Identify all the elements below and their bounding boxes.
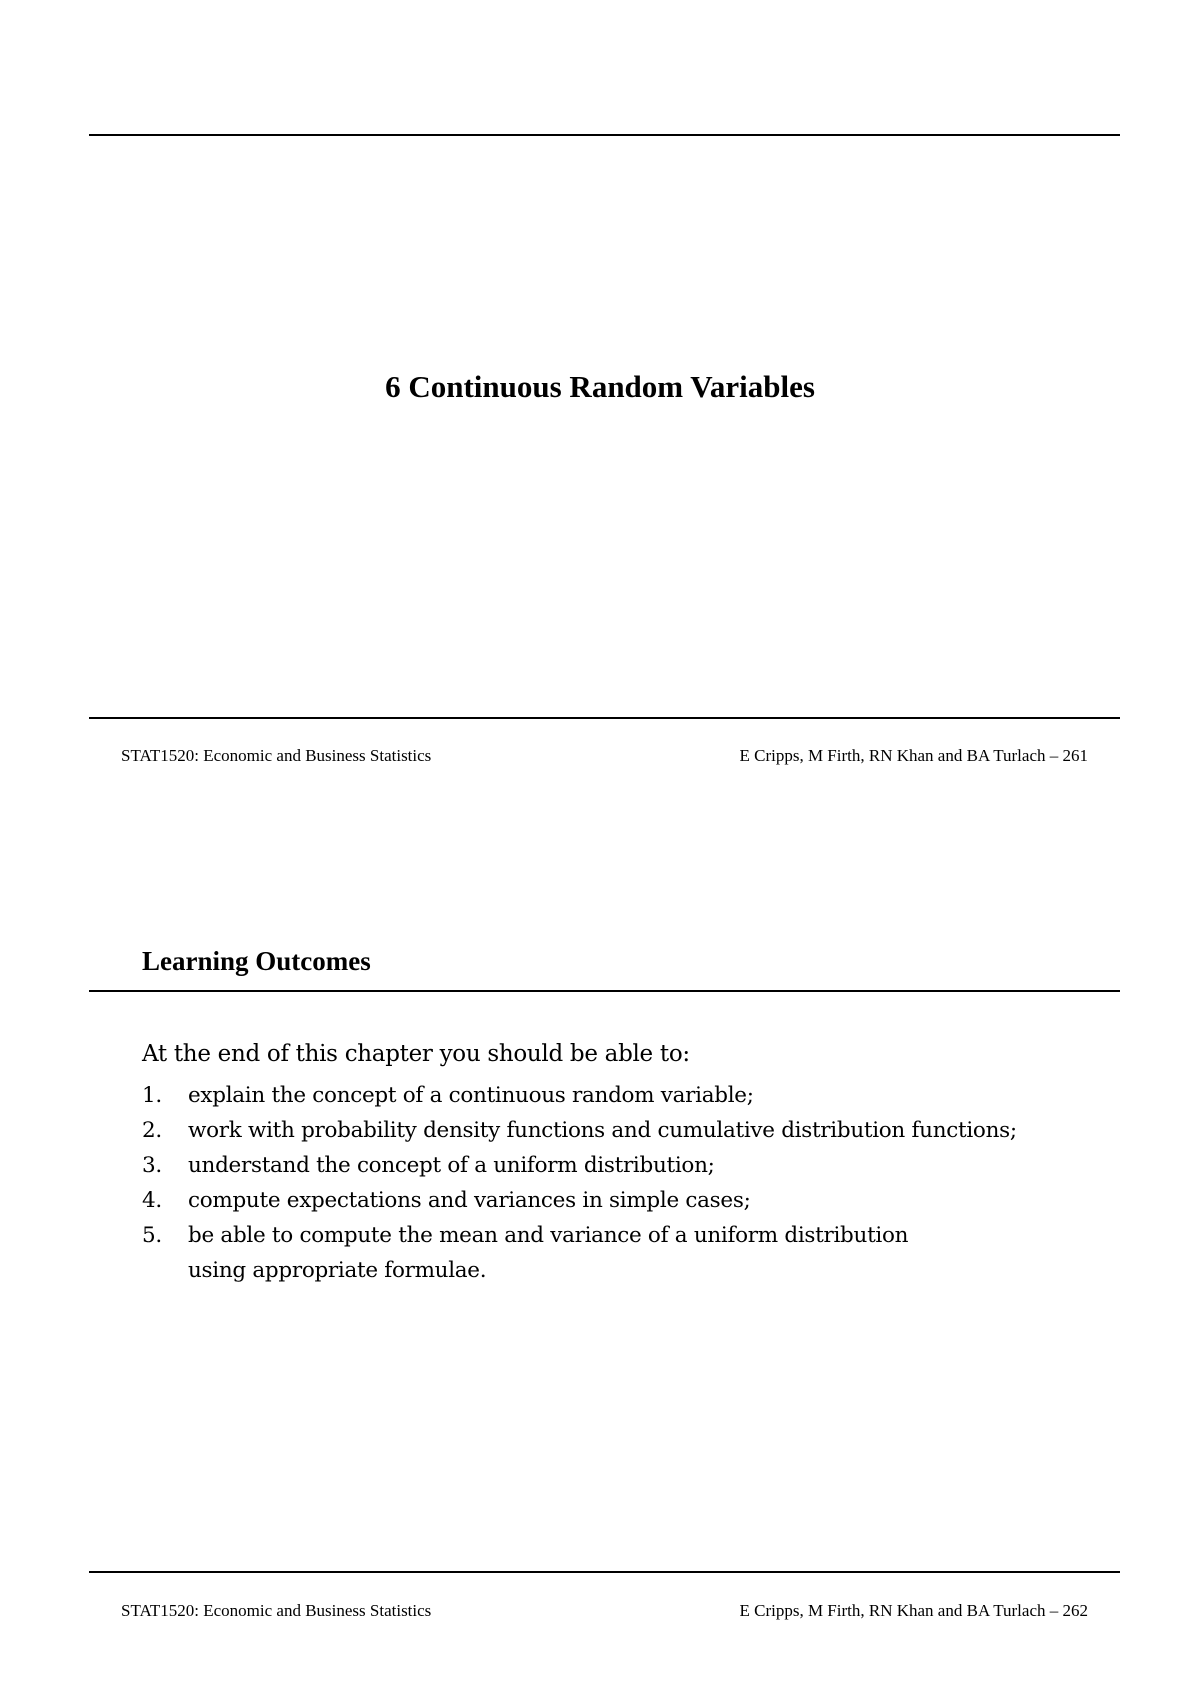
list-item-text: be able to compute the mean and variance of a uniform distribution using appropriate formulae. <box>188 1223 909 1283</box>
list-item <box>142 1078 1042 1113</box>
list-item-number: 2. <box>142 1118 162 1143</box>
slide2-footer-rule <box>89 1571 1120 1573</box>
list-item <box>142 1148 1042 1183</box>
list-item-text: work with probability density functions and cumulative distribution functions; <box>188 1118 1017 1143</box>
list-item <box>142 1183 1042 1218</box>
list-item-number: 5. <box>142 1223 162 1248</box>
list-item <box>142 1113 1042 1148</box>
list-item-number: 3. <box>142 1153 162 1178</box>
list-item-number: 4. <box>142 1188 162 1213</box>
list-item-number: 1. <box>142 1083 162 1108</box>
list-item-text: compute expectations and variances in simple cases; <box>188 1188 751 1213</box>
list-item <box>142 1218 1042 1288</box>
slide1-footer-authors-page: E Cripps, M Firth, RN Khan and BA Turlach – 261 <box>739 746 1088 765</box>
outcomes-intro: At the end of this chapter you should be able to: <box>142 1041 690 1067</box>
slide1-footer-rule <box>89 717 1120 719</box>
slide2-heading-rule <box>89 990 1120 992</box>
slide-heading: Learning Outcomes <box>142 946 371 976</box>
slide2-footer-authors-page: E Cripps, M Firth, RN Khan and BA Turlach – 262 <box>739 1601 1088 1620</box>
list-item-text: explain the concept of a continuous random variable; <box>188 1083 754 1108</box>
list-item-text: understand the concept of a uniform distribution; <box>188 1153 715 1178</box>
learning-outcomes-list <box>142 1078 1042 1288</box>
slide1-top-rule <box>89 134 1120 136</box>
slide2-footer-course: STAT1520: Economic and Business Statistics <box>121 1601 432 1620</box>
slide-title: 6 Continuous Random Variables <box>385 369 815 404</box>
slide1-footer-course: STAT1520: Economic and Business Statistics <box>121 746 432 765</box>
